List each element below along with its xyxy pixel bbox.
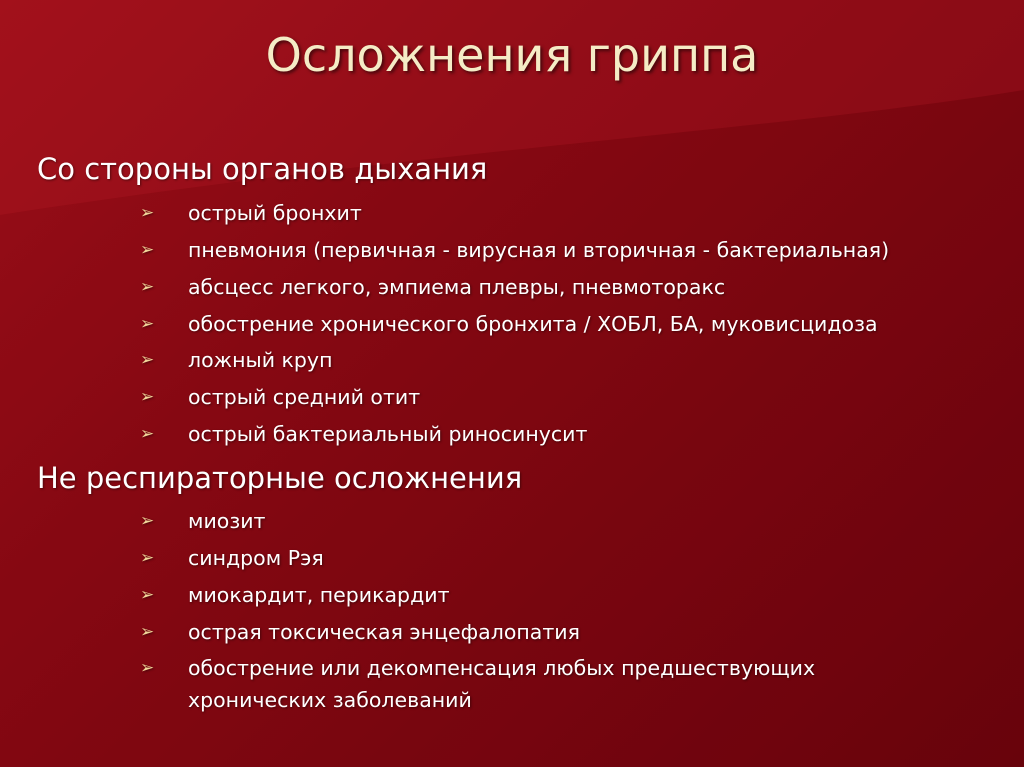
- arrow-bullet-icon: ➢: [140, 350, 155, 370]
- arrow-bullet-icon: ➢: [140, 622, 155, 642]
- list-item-text: острый средний отит: [188, 385, 421, 409]
- arrow-bullet-icon: ➢: [140, 277, 155, 297]
- list-item-text: острая токсическая энцефалопатия: [188, 620, 580, 644]
- list-item-text: хронических заболеваний: [188, 688, 472, 712]
- section-heading-non-respiratory: Не респираторные осложнения: [37, 461, 523, 495]
- list-item-text: миозит: [188, 509, 266, 533]
- arrow-bullet-icon: ➢: [140, 424, 155, 444]
- arrow-bullet-icon: ➢: [140, 240, 155, 260]
- list-item-text: абсцесс легкого, эмпиема плевры, пневмоторакс: [188, 275, 726, 299]
- list-item-text: ложный круп: [188, 348, 333, 372]
- list-item-text: миокардит, перикардит: [188, 583, 450, 607]
- arrow-bullet-icon: ➢: [140, 548, 155, 568]
- arrow-bullet-icon: ➢: [140, 203, 155, 223]
- arrow-bullet-icon: ➢: [140, 387, 155, 407]
- arrow-bullet-icon: ➢: [140, 585, 155, 605]
- list-item-text: пневмония (первичная - вирусная и вторичная - бактериальная): [188, 238, 890, 262]
- slide-title: Осложнения гриппа: [265, 28, 759, 82]
- list-item-text: обострение или декомпенсация любых предшествующих: [188, 656, 816, 680]
- arrow-bullet-icon: ➢: [140, 314, 155, 334]
- list-item-text: обострение хронического бронхита / ХОБЛ, БА, муковисцидоза: [188, 312, 878, 336]
- list-item-text: острый бронхит: [188, 201, 362, 225]
- list-item-text: синдром Рэя: [188, 546, 324, 570]
- arrow-bullet-icon: ➢: [140, 658, 155, 678]
- arrow-bullet-icon: ➢: [140, 511, 155, 531]
- section-heading-respiratory: Со стороны органов дыхания: [37, 152, 488, 186]
- list-item-text: острый бактериальный риносинусит: [188, 422, 588, 446]
